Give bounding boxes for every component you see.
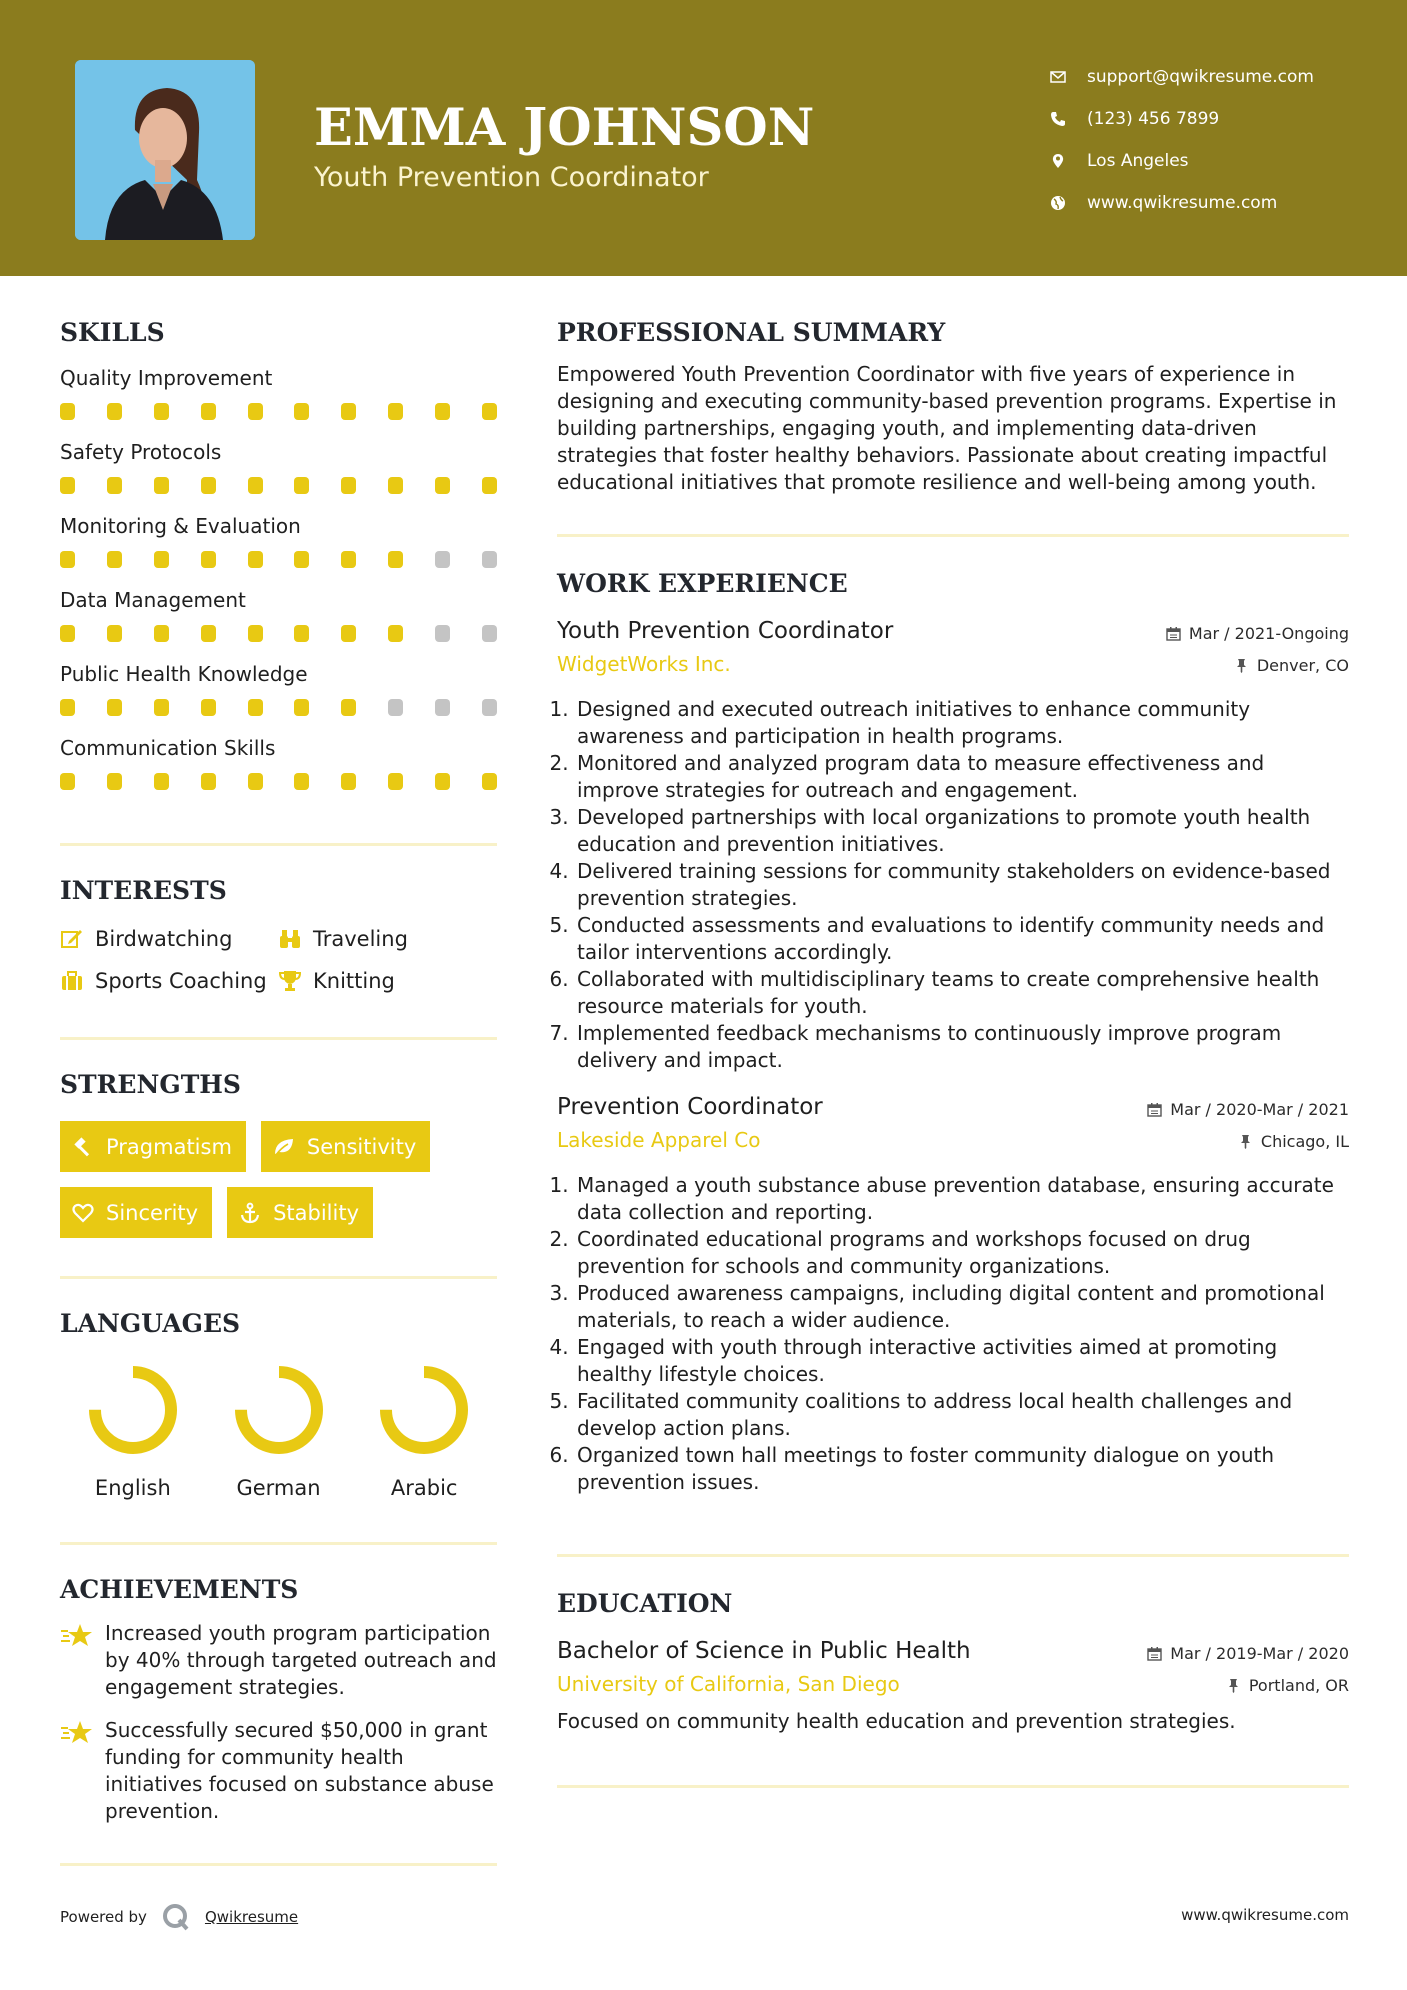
skill-dot-filled: [154, 773, 169, 790]
task-item: 2. Coordinated educational programs and workshops focused on drug prevention for schools and community organizations.: [575, 1226, 1349, 1280]
company-name: WidgetWorks Inc.: [557, 652, 731, 676]
contact-list: [1050, 56, 1314, 224]
skill-name: Public Health Knowledge: [60, 662, 308, 686]
skill-dot-filled: [294, 625, 309, 642]
skill-dot-filled: [107, 773, 122, 790]
achievement-text: Increased youth program participation by 40% through targeted outreach and engagement strategies.: [105, 1621, 497, 1699]
job-entry: [557, 1094, 1349, 1496]
skill-dot-filled: [107, 403, 122, 420]
calendar-icon: [1147, 1102, 1162, 1117]
contact-email-text: support@qwikresume.com: [1087, 67, 1314, 87]
task-item: 6. Organized town hall meetings to foster community dialogue on youth prevention issues.: [575, 1442, 1349, 1496]
achievements-heading: ACHIEVEMENTS: [60, 1575, 299, 1604]
strength-label: Sincerity: [106, 1200, 199, 1225]
skill-dot-filled: [154, 403, 169, 420]
education-description: Focused on community health education and prevention strategies.: [557, 1709, 1236, 1733]
skill-dot-empty: [435, 699, 450, 716]
section-divider: [60, 1542, 497, 1545]
skill-rating: [60, 773, 497, 791]
task-item: 1. Designed and executed outreach initiatives to enhance community awareness and participation in health programs.: [575, 696, 1349, 750]
task-item: 2. Monitored and analyzed program data to measure effectiveness and improve strategies for outreach and engagement.: [575, 750, 1349, 804]
skill-dot-filled: [201, 699, 216, 716]
section-divider: [60, 843, 497, 846]
skill-name: Data Management: [60, 588, 246, 612]
strength-label: Sensitivity: [306, 1134, 417, 1159]
phone-icon: [1050, 111, 1066, 127]
skill-rating: [60, 551, 497, 569]
skill-dot-filled: [388, 403, 403, 420]
skill-dot-filled: [107, 699, 122, 716]
job-location: [1234, 656, 1349, 675]
skill-dot-filled: [341, 403, 356, 420]
skill-dot-filled: [154, 551, 169, 568]
language-name: German: [236, 1476, 321, 1500]
task-item: 6. Collaborated with multidisciplinary teams to create comprehensive health resource materials for youth.: [575, 966, 1349, 1020]
skill-dot-empty: [388, 699, 403, 716]
interest-item: [60, 969, 278, 993]
brand-link[interactable]: Qwikresume: [204, 1908, 299, 1926]
language-name: English: [94, 1476, 171, 1500]
skill-item: [60, 365, 497, 421]
skill-dot-filled: [388, 477, 403, 494]
pencil-square-icon: [60, 927, 84, 951]
skill-dot-filled: [294, 551, 309, 568]
summary-text: Empowered Youth Prevention Coordinator with five years of experience in designing and executing community-based prevention programs. Expertise in building partnerships, engaging youth, and implementing data-driven strategies that foster healthy behaviors. Passionate about creating impactful educational initiatives that promote resilience and well-being among youth.: [557, 362, 1337, 494]
contact-phone[interactable]: [1050, 98, 1314, 140]
skill-dot-filled: [154, 625, 169, 642]
skill-dot-filled: [60, 699, 75, 716]
education-location: [1226, 1676, 1349, 1695]
task-item: 7. Implemented feedback mechanisms to continuously improve program delivery and impact.: [575, 1020, 1349, 1074]
skill-dot-filled: [248, 773, 263, 790]
skill-dot-filled: [482, 773, 497, 790]
skill-dot-filled: [248, 699, 263, 716]
strength-label: Stability: [273, 1200, 360, 1225]
skill-dot-filled: [154, 699, 169, 716]
skill-rating: [60, 699, 497, 717]
globe-icon: [1050, 195, 1066, 211]
contact-phone-text: (123) 456 7899: [1087, 109, 1220, 129]
skill-dot-filled: [341, 477, 356, 494]
language-level-ring: [374, 1360, 474, 1460]
skill-dot-empty: [435, 625, 450, 642]
pushpin-icon: [1234, 658, 1249, 673]
skill-dot-filled: [154, 477, 169, 494]
skill-dot-filled: [341, 773, 356, 790]
interest-label: Knitting: [313, 969, 395, 993]
interest-label: Birdwatching: [95, 927, 233, 951]
education-dates: [1147, 1644, 1349, 1663]
skill-dot-filled: [482, 477, 497, 494]
skill-dot-empty: [435, 551, 450, 568]
task-item: 4. Delivered training sessions for community stakeholders on evidence-based prevention strategies.: [575, 858, 1349, 912]
strengths-list: [60, 1121, 497, 1238]
footer-powered-by: [60, 1902, 298, 1932]
job-entry: [557, 618, 1349, 1074]
task-item: 4. Engaged with youth through interactive activities aimed at promoting healthy lifestyle choices.: [575, 1334, 1349, 1388]
skill-dot-filled: [388, 625, 403, 642]
language-item: [351, 1360, 497, 1500]
strength-chip: [60, 1187, 212, 1238]
skill-rating: [60, 403, 497, 421]
skill-dot-empty: [482, 551, 497, 568]
skill-dot-filled: [435, 403, 450, 420]
right-column: [557, 318, 1349, 1788]
skill-dot-filled: [294, 403, 309, 420]
skill-dot-filled: [294, 477, 309, 494]
interests-list: [60, 927, 497, 993]
task-item: 3. Produced awareness campaigns, including digital content and promotional materials, to reach a wider audience.: [575, 1280, 1349, 1334]
job-dates-text: Mar / 2021-Ongoing: [1188, 624, 1349, 643]
skill-dot-filled: [60, 477, 75, 494]
leaf-icon: [273, 1136, 295, 1158]
experience-heading: WORK EXPERIENCE: [557, 569, 848, 598]
task-item: 5. Conducted assessments and evaluations to identify community needs and tailor interventions accordingly.: [575, 912, 1349, 966]
skill-dot-filled: [248, 625, 263, 642]
job-tasks: [557, 1172, 1349, 1496]
skill-dot-filled: [294, 699, 309, 716]
star-icon: [60, 1719, 94, 1747]
skill-dot-filled: [482, 403, 497, 420]
skill-name: Communication Skills: [60, 736, 276, 760]
languages-heading: LANGUAGES: [60, 1309, 241, 1338]
left-column: [60, 318, 497, 1866]
task-item: 1. Managed a youth substance abuse prevention database, ensuring accurate data collection and reporting.: [575, 1172, 1349, 1226]
calendar-icon: [1147, 1646, 1162, 1661]
job-title: Youth Prevention Coordinator: [557, 618, 894, 644]
language-item: [206, 1360, 352, 1500]
skill-dot-filled: [435, 477, 450, 494]
skill-rating: [60, 477, 497, 495]
section-divider: [60, 1863, 497, 1866]
profile-photo: [75, 60, 255, 240]
summary-heading: PROFESSIONAL SUMMARY: [557, 318, 946, 347]
language-name: Arabic: [390, 1476, 458, 1500]
interest-item: [278, 927, 478, 951]
skill-dot-filled: [201, 551, 216, 568]
section-divider: [557, 1785, 1349, 1788]
skill-dot-filled: [107, 551, 122, 568]
briefcase-icon: [60, 969, 84, 993]
skill-dot-filled: [60, 773, 75, 790]
pushpin-icon: [1226, 1678, 1241, 1693]
contact-location: [1050, 140, 1314, 182]
language-level-ring: [83, 1360, 183, 1460]
job-location-text: Denver, CO: [1256, 656, 1349, 675]
powered-by-text: Powered by: [60, 1908, 147, 1926]
school-name: University of California, San Diego: [557, 1672, 900, 1696]
interest-label: Traveling: [313, 927, 408, 951]
skill-dot-filled: [201, 403, 216, 420]
languages-list: [60, 1360, 497, 1500]
education-heading: EDUCATION: [557, 1589, 733, 1618]
job-title: Prevention Coordinator: [557, 1094, 823, 1120]
job-dates: [1147, 1100, 1349, 1119]
section-divider: [60, 1037, 497, 1040]
skill-item: [60, 587, 497, 643]
task-item: 5. Facilitated community coalitions to address local health challenges and develop action plans.: [575, 1388, 1349, 1442]
skill-dot-filled: [107, 477, 122, 494]
trophy-icon: [278, 969, 302, 993]
envelope-icon: [1050, 69, 1066, 85]
skill-name: Safety Protocols: [60, 440, 222, 464]
skill-dot-filled: [60, 625, 75, 642]
job-dates: [1166, 624, 1349, 643]
skill-item: [60, 439, 497, 495]
skill-dot-filled: [341, 625, 356, 642]
calendar-icon: [1166, 626, 1181, 641]
skill-dot-filled: [388, 551, 403, 568]
skill-dot-filled: [435, 773, 450, 790]
skill-dot-filled: [107, 625, 122, 642]
skill-dot-filled: [60, 551, 75, 568]
interest-item: [278, 969, 478, 993]
skill-rating: [60, 625, 497, 643]
skill-item: [60, 513, 497, 569]
interest-item: [60, 927, 278, 951]
candidate-name: EMMA JOHNSON: [314, 98, 815, 158]
skill-dot-filled: [60, 403, 75, 420]
company-name: Lakeside Apparel Co: [557, 1128, 761, 1152]
skill-name: Quality Improvement: [60, 366, 273, 390]
section-divider: [60, 1276, 497, 1279]
skill-dot-filled: [201, 773, 216, 790]
achievement-text: Successfully secured $50,000 in grant funding for community health initiatives focused on substance abuse prevention.: [105, 1718, 494, 1823]
binoculars-icon: [278, 927, 302, 951]
star-icon: [60, 1622, 94, 1650]
gavel-icon: [72, 1136, 94, 1158]
language-level-ring: [229, 1360, 329, 1460]
job-dates-text: Mar / 2020-Mar / 2021: [1170, 1100, 1349, 1119]
job-location-text: Chicago, IL: [1260, 1132, 1349, 1151]
skills-heading: SKILLS: [60, 318, 165, 347]
skill-item: [60, 735, 497, 791]
strengths-heading: STRENGTHS: [60, 1070, 241, 1099]
contact-email[interactable]: [1050, 56, 1314, 98]
skill-name: Monitoring & Evaluation: [60, 514, 301, 538]
contact-location-text: Los Angeles: [1087, 151, 1189, 171]
skill-dot-filled: [294, 773, 309, 790]
skill-dot-filled: [248, 477, 263, 494]
section-divider: [557, 1554, 1349, 1557]
achievement-item: [60, 1620, 497, 1701]
strength-chip: [60, 1121, 246, 1172]
strength-chip: [227, 1187, 373, 1238]
contact-website-text: www.qwikresume.com: [1087, 193, 1278, 213]
contact-website[interactable]: [1050, 182, 1314, 224]
skill-dot-empty: [482, 625, 497, 642]
education-location-text: Portland, OR: [1248, 1676, 1349, 1695]
strength-label: Pragmatism: [106, 1134, 232, 1159]
achievements-list: [60, 1620, 497, 1825]
job-tasks: [557, 696, 1349, 1074]
candidate-title: Youth Prevention Coordinator: [314, 162, 709, 193]
pushpin-icon: [1238, 1134, 1253, 1149]
anchor-icon: [239, 1202, 261, 1224]
task-item: 3. Developed partnerships with local organizations to promote youth health education and prevention initiatives.: [575, 804, 1349, 858]
language-item: [60, 1360, 206, 1500]
location-pin-icon: [1050, 153, 1066, 169]
skill-dot-filled: [341, 699, 356, 716]
job-location: [1238, 1132, 1349, 1151]
skill-dot-filled: [201, 477, 216, 494]
strength-chip: [261, 1121, 430, 1172]
education-dates-text: Mar / 2019-Mar / 2020: [1170, 1644, 1349, 1663]
degree-title: Bachelor of Science in Public Health: [557, 1638, 971, 1664]
education-entry: [557, 1638, 1349, 1735]
qwikresume-logo-icon: [161, 1902, 191, 1932]
skill-item: [60, 661, 497, 717]
footer-website[interactable]: www.qwikresume.com: [1181, 1906, 1349, 1924]
skill-dot-filled: [341, 551, 356, 568]
skill-dot-filled: [201, 625, 216, 642]
skill-dot-filled: [248, 551, 263, 568]
skill-dot-filled: [248, 403, 263, 420]
heart-icon: [72, 1202, 94, 1224]
interest-label: Sports Coaching: [95, 969, 267, 993]
resume-header: [0, 0, 1407, 276]
skills-list: [60, 365, 497, 791]
achievement-item: [60, 1717, 497, 1825]
interests-heading: INTERESTS: [60, 876, 227, 905]
section-divider: [557, 534, 1349, 537]
skill-dot-empty: [482, 699, 497, 716]
skill-dot-filled: [388, 773, 403, 790]
